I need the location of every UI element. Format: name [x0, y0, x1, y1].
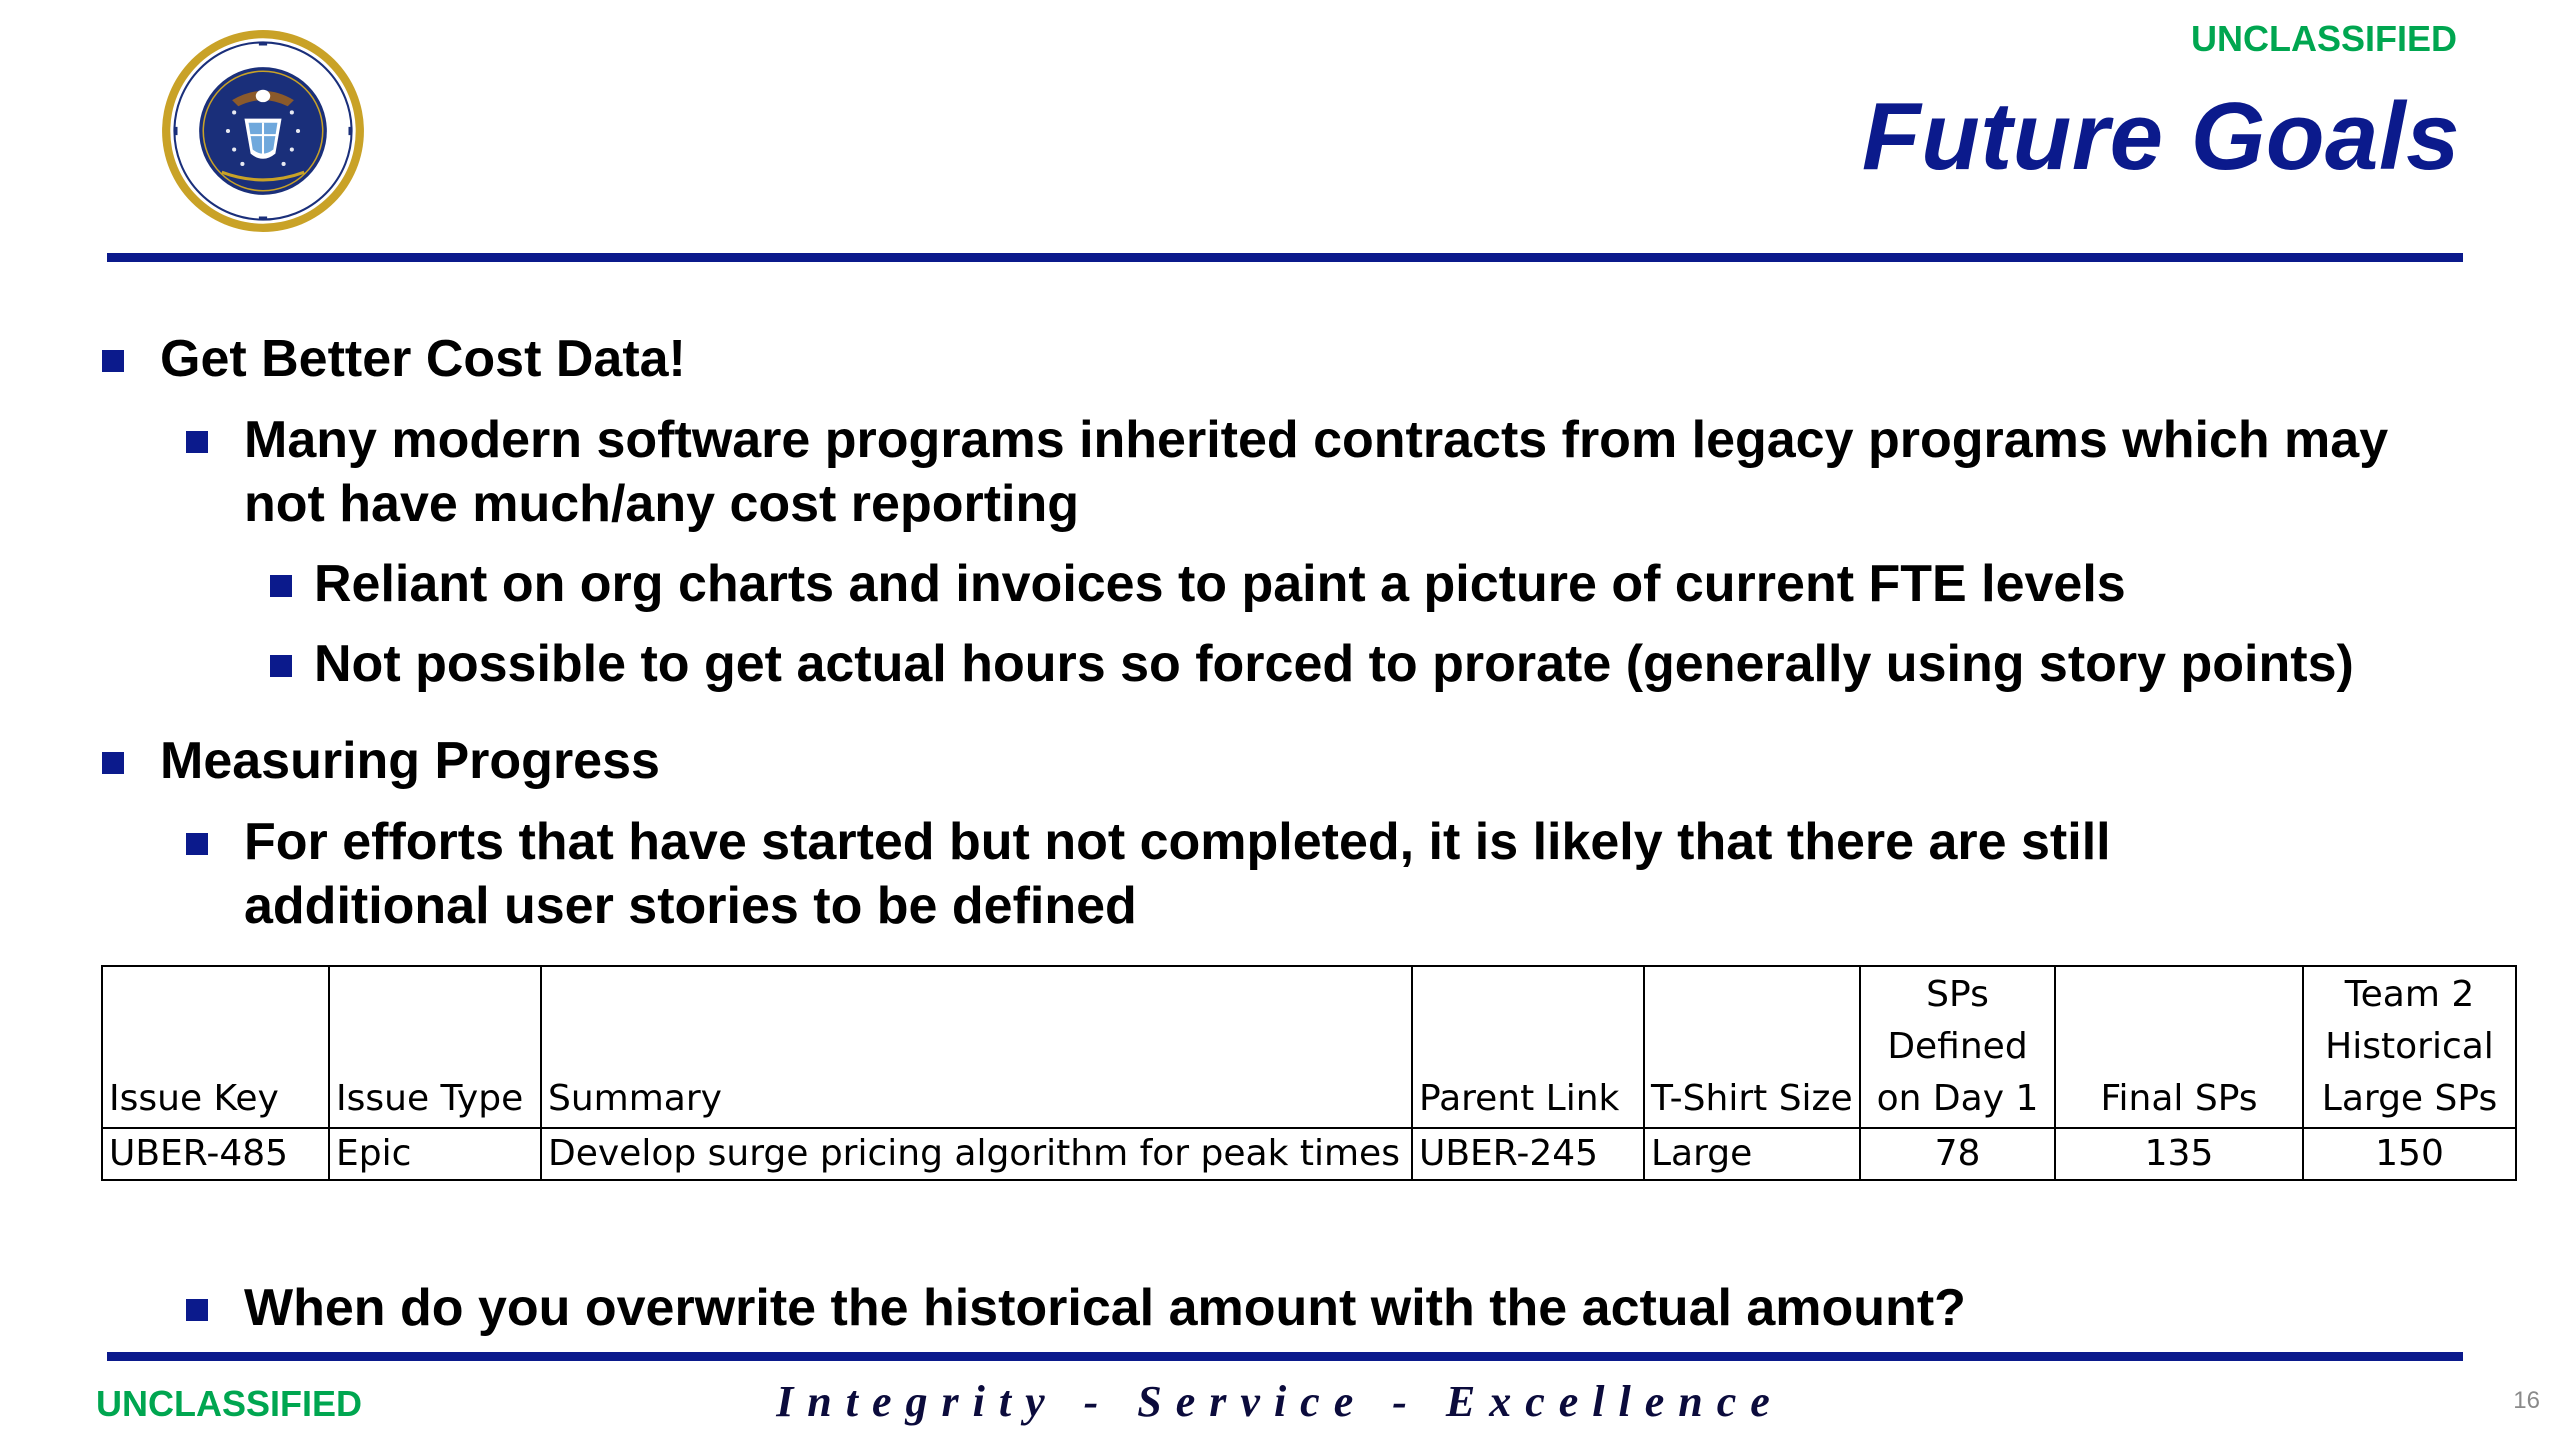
issue-table [101, 965, 2517, 1181]
bullet-text: Reliant on org charts and invoices to paint a picture of current FTE levels [314, 555, 2126, 613]
table-cell: UBER-485 [102, 1128, 329, 1180]
square-bullet-icon [186, 431, 208, 453]
table-cell: Large [1644, 1128, 1860, 1180]
table-cell: UBER-245 [1412, 1128, 1644, 1180]
air-force-seal-icon [160, 28, 366, 234]
column-header: Team 2 Historical Large SPs [2303, 966, 2516, 1128]
square-bullet-icon [270, 655, 292, 677]
classification-banner-top: UNCLASSIFIED [2190, 18, 2457, 59]
table-cell: 78 [1860, 1128, 2055, 1180]
column-header: SPs Defined on Day 1 [1860, 966, 2055, 1128]
column-header: T-Shirt Size [1644, 966, 1860, 1128]
footer-divider [107, 1352, 2463, 1361]
table-cell: Epic [329, 1128, 541, 1180]
bullet-item [186, 810, 2336, 938]
bullet-text: Not possible to get actual hours so forced to prorate (generally using story points) [314, 635, 2354, 693]
bullet-text: Many modern software programs inherited contracts from legacy programs which may not have much/any cost reporting [244, 411, 2389, 533]
classification-banner-bottom: UNCLASSIFIED [96, 1383, 363, 1424]
bullet-item [270, 552, 2510, 616]
table-cell: 135 [2055, 1128, 2303, 1180]
square-bullet-icon [270, 575, 292, 597]
bullet-text: Measuring Progress [160, 732, 660, 790]
bullet-text: Get Better Cost Data! [160, 330, 686, 388]
bullet-text: For efforts that have started but not completed, it is likely that there are still additional user stories to be defined [244, 813, 2111, 935]
square-bullet-icon [102, 350, 124, 372]
table-cell: 150 [2303, 1128, 2516, 1180]
column-header: Final SPs [2055, 966, 2303, 1128]
bullet-item [186, 408, 2426, 536]
bullet-item [270, 632, 2510, 696]
square-bullet-icon [102, 752, 124, 774]
column-header: Summary [541, 966, 1412, 1128]
bullet-item [186, 1276, 2426, 1340]
title-divider [107, 253, 2463, 262]
bullet-item [102, 729, 2482, 793]
slide-title: Future Goals [1861, 83, 2460, 190]
bullet-item [102, 327, 2482, 391]
column-header: Issue Key [102, 966, 329, 1128]
column-header: Issue Type [329, 966, 541, 1128]
square-bullet-icon [186, 833, 208, 855]
column-header: Parent Link [1412, 966, 1644, 1128]
table-cell: Develop surge pricing algorithm for peak times [541, 1128, 1412, 1180]
table-row [102, 1128, 2516, 1180]
footer-motto: Integrity - Service - Excellence [776, 1377, 1784, 1426]
page-number: 16 [2513, 1387, 2540, 1414]
square-bullet-icon [186, 1299, 208, 1321]
bullet-text: When do you overwrite the historical amount with the actual amount? [244, 1279, 1966, 1337]
table-header-row [102, 966, 2516, 1128]
